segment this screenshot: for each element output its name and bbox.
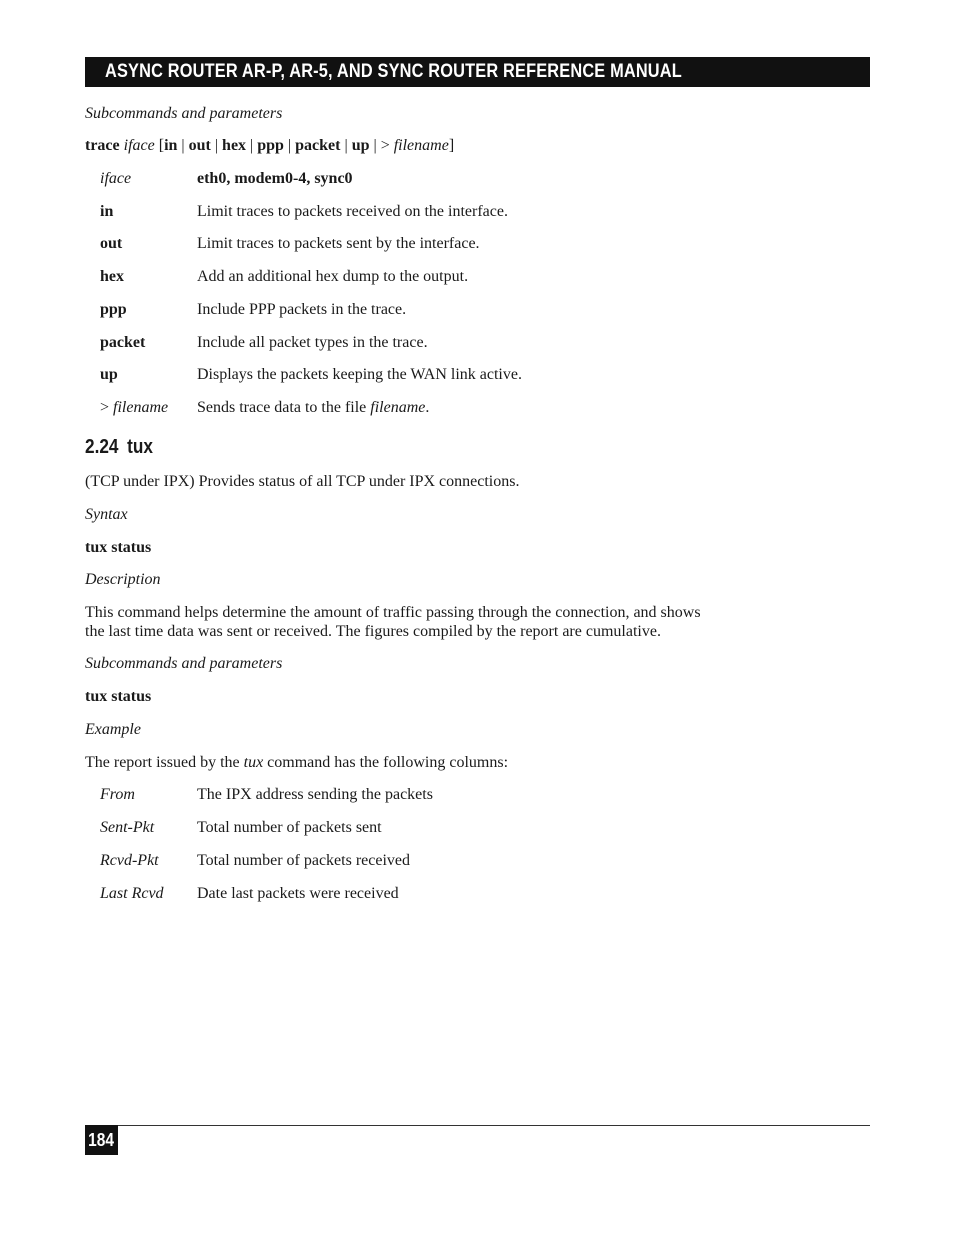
example-text-after: command has the following columns: [263,754,509,771]
example-text-before: The report issued by the [85,754,244,771]
param-def-ppp: Include PPP packets in the trace. [197,301,407,318]
section-number: 2.24 [85,436,119,458]
syntax-label: Syntax [85,506,128,523]
description-label: Description [85,571,161,588]
param-term-filename [100,398,168,417]
column-term-last-rcvd: Last Rcvd [100,885,164,902]
syntax-in: in [164,137,178,154]
column-term-rcvd-pkt: Rcvd-Pkt [100,852,159,869]
page-header-bar [85,57,870,87]
param-term-up: up [100,366,118,383]
param-def-iface: eth0, modem0-4, sync0 [197,170,353,187]
param-def-filename [197,398,429,417]
column-term-from: From [100,786,135,803]
syntax-hex: hex [222,137,247,154]
column-def-rcvd-pkt: Total number of packets received [197,852,411,869]
syntax-sep: | [246,137,258,154]
param-def-packet: Include all packet types in the trace. [197,334,428,351]
syntax-up: up [351,137,370,154]
filename-def-suffix: . [425,399,430,416]
syntax-out: out [188,137,211,154]
description-line-1: This command helps determine the amount of traffic passing through the connection, and shows [85,604,701,621]
param-term-ppp: ppp [100,301,127,318]
param-def-out: Limit traces to packets sent by the interface. [197,235,480,252]
section-intro: (TCP under IPX) Provides status of all TCP under IPX connections. [85,473,520,490]
syntax-sep: | > [369,137,394,154]
example-label: Example [85,721,141,738]
description-line-2: the last time data was sent or received. The figures compiled by the report are cumulative. [85,623,661,640]
param-term-hex: hex [100,268,124,285]
footer-rule [85,1125,870,1126]
section-heading [85,434,153,460]
param-def-up: Displays the packets keeping the WAN link active. [197,366,522,383]
syntax-iface: iface [123,137,155,154]
subcommands-label: Subcommands and parameters [85,655,283,672]
syntax-sep: | [283,137,296,154]
syntax-sep: ] [448,137,455,154]
param-def-in: Limit traces to packets received on the interface. [197,203,508,220]
example-text [85,753,508,772]
trace-subcommands-label: Subcommands and parameters [85,105,283,122]
syntax-packet: packet [295,137,341,154]
example-text-command: tux [243,754,264,771]
column-def-from: The IPX address sending the packets [197,786,433,803]
column-def-sent-pkt: Total number of packets sent [197,819,382,836]
param-term-in: in [100,203,114,220]
syntax-trace: trace [85,137,120,154]
page-number-box [85,1125,118,1155]
page-number: 184 [88,1130,115,1150]
syntax-ppp: ppp [257,137,284,154]
param-def-hex: Add an additional hex dump to the output. [197,268,469,285]
section-title: tux [127,436,153,458]
filename-def-italic: filename [370,399,426,416]
manual-title: ASYNC ROUTER AR-P, AR-5, AND SYNC ROUTER REFERENCE MANUAL [105,61,682,82]
trace-syntax-line [85,136,454,155]
syntax-sep: [ [154,137,165,154]
syntax-sep: | [177,137,189,154]
column-def-last-rcvd: Date last packets were received [197,885,399,902]
param-term-iface: iface [100,170,132,187]
param-term-out: out [100,235,123,252]
filename-term: filename [113,399,169,416]
syntax-filename: filename [393,137,449,154]
syntax-sep: | [210,137,223,154]
column-term-sent-pkt: Sent-Pkt [100,819,155,836]
syntax-sep: | [340,137,352,154]
param-term-packet: packet [100,334,146,351]
syntax-command: tux status [85,539,152,556]
filename-def-text: Sends trace data to the file [197,399,371,416]
redirect-symbol: > [100,399,114,416]
subcommands-command: tux status [85,688,152,705]
